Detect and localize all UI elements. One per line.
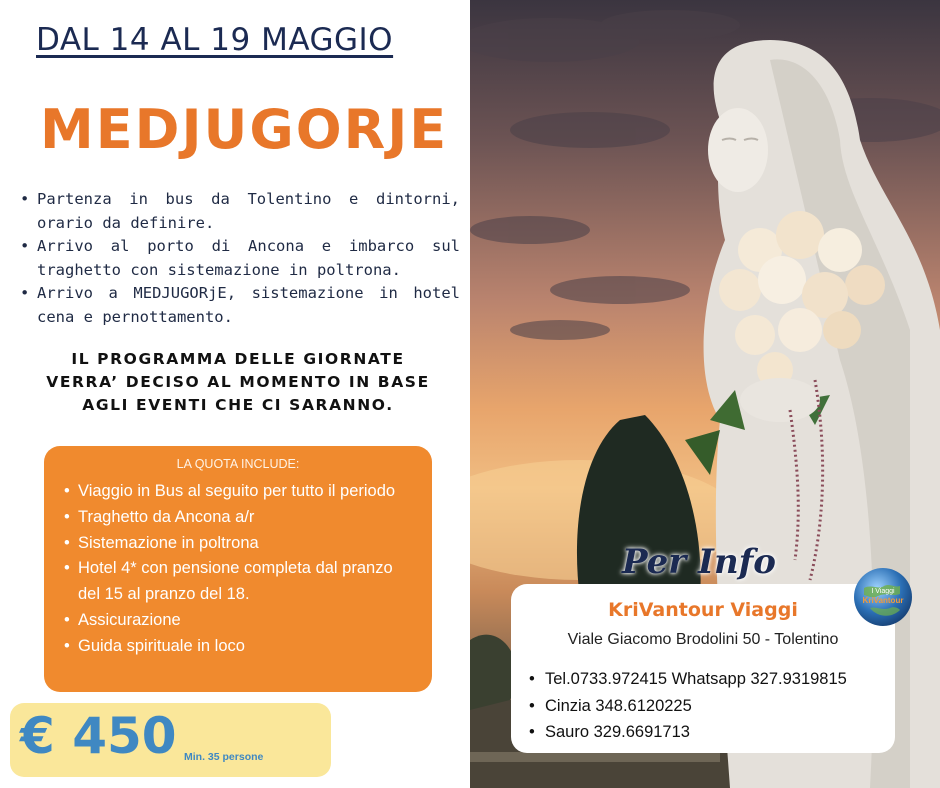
- programma-line: AGLI EVENTI CHE CI SARANNO.: [82, 396, 394, 414]
- info-card: [511, 584, 895, 753]
- quota-item: • Hotel 4* con pensione completa dal pranzo del 15 al pranzo del 18.: [64, 556, 409, 608]
- quota-item: • Viaggio in Bus al seguito per tutto il periodo: [64, 479, 409, 505]
- per-info-heading: Per Info: [622, 542, 776, 582]
- itinerary-list: [20, 188, 460, 329]
- logo-line1: I Viaggi: [871, 588, 895, 595]
- trip-dates: DAL 14 AL 19 MAGGIO: [36, 22, 394, 58]
- quota-item: • Guida spirituale in loco: [64, 634, 409, 660]
- contact-item: • Cinzia 348.6120225: [529, 693, 891, 720]
- contact-item: • Tel.0733.972415 Whatsapp 327.9319815: [529, 666, 891, 693]
- price-amount: € 450: [20, 707, 177, 765]
- price-note: Min. 35 persone: [184, 751, 264, 763]
- quota-item: • Sistemazione in poltrona: [64, 531, 409, 557]
- quota-box: [44, 446, 432, 692]
- programma-line: VERRA’ DECISO AL MOMENTO IN BASE: [46, 373, 430, 391]
- itinerary-item: • Arrivo al porto di Ancona e imbarco sul traghetto con sistemazione in poltrona.: [20, 235, 460, 282]
- price-box: [10, 703, 331, 777]
- destination-title: MEDJUGORJE: [40, 98, 449, 161]
- itinerary-item: • Arrivo a MEDJUGORjE, sistemazione in hotel cena e pernottamento.: [20, 282, 460, 329]
- itinerary-item: • Partenza in bus da Tolentino e dintorni, orario da definire.: [20, 188, 460, 235]
- krivantour-logo-icon: [852, 566, 914, 628]
- agency-name: KriVantour Viaggi: [608, 599, 798, 621]
- quota-item: • Assicurazione: [64, 608, 409, 634]
- quota-item: • Traghetto da Ancona a/r: [64, 505, 409, 531]
- programma-note: [24, 348, 452, 417]
- quota-title: LA QUOTA INCLUDE:: [176, 457, 300, 471]
- quota-list: [64, 479, 409, 660]
- programma-line: IL PROGRAMMA DELLE GIORNATE: [71, 350, 405, 368]
- agency-address: Viale Giacomo Brodolini 50 - Tolentino: [567, 631, 839, 648]
- contact-item: • Sauro 329.6691713: [529, 719, 891, 746]
- logo-line2: KriVantour: [862, 596, 904, 605]
- contact-list: [529, 666, 891, 746]
